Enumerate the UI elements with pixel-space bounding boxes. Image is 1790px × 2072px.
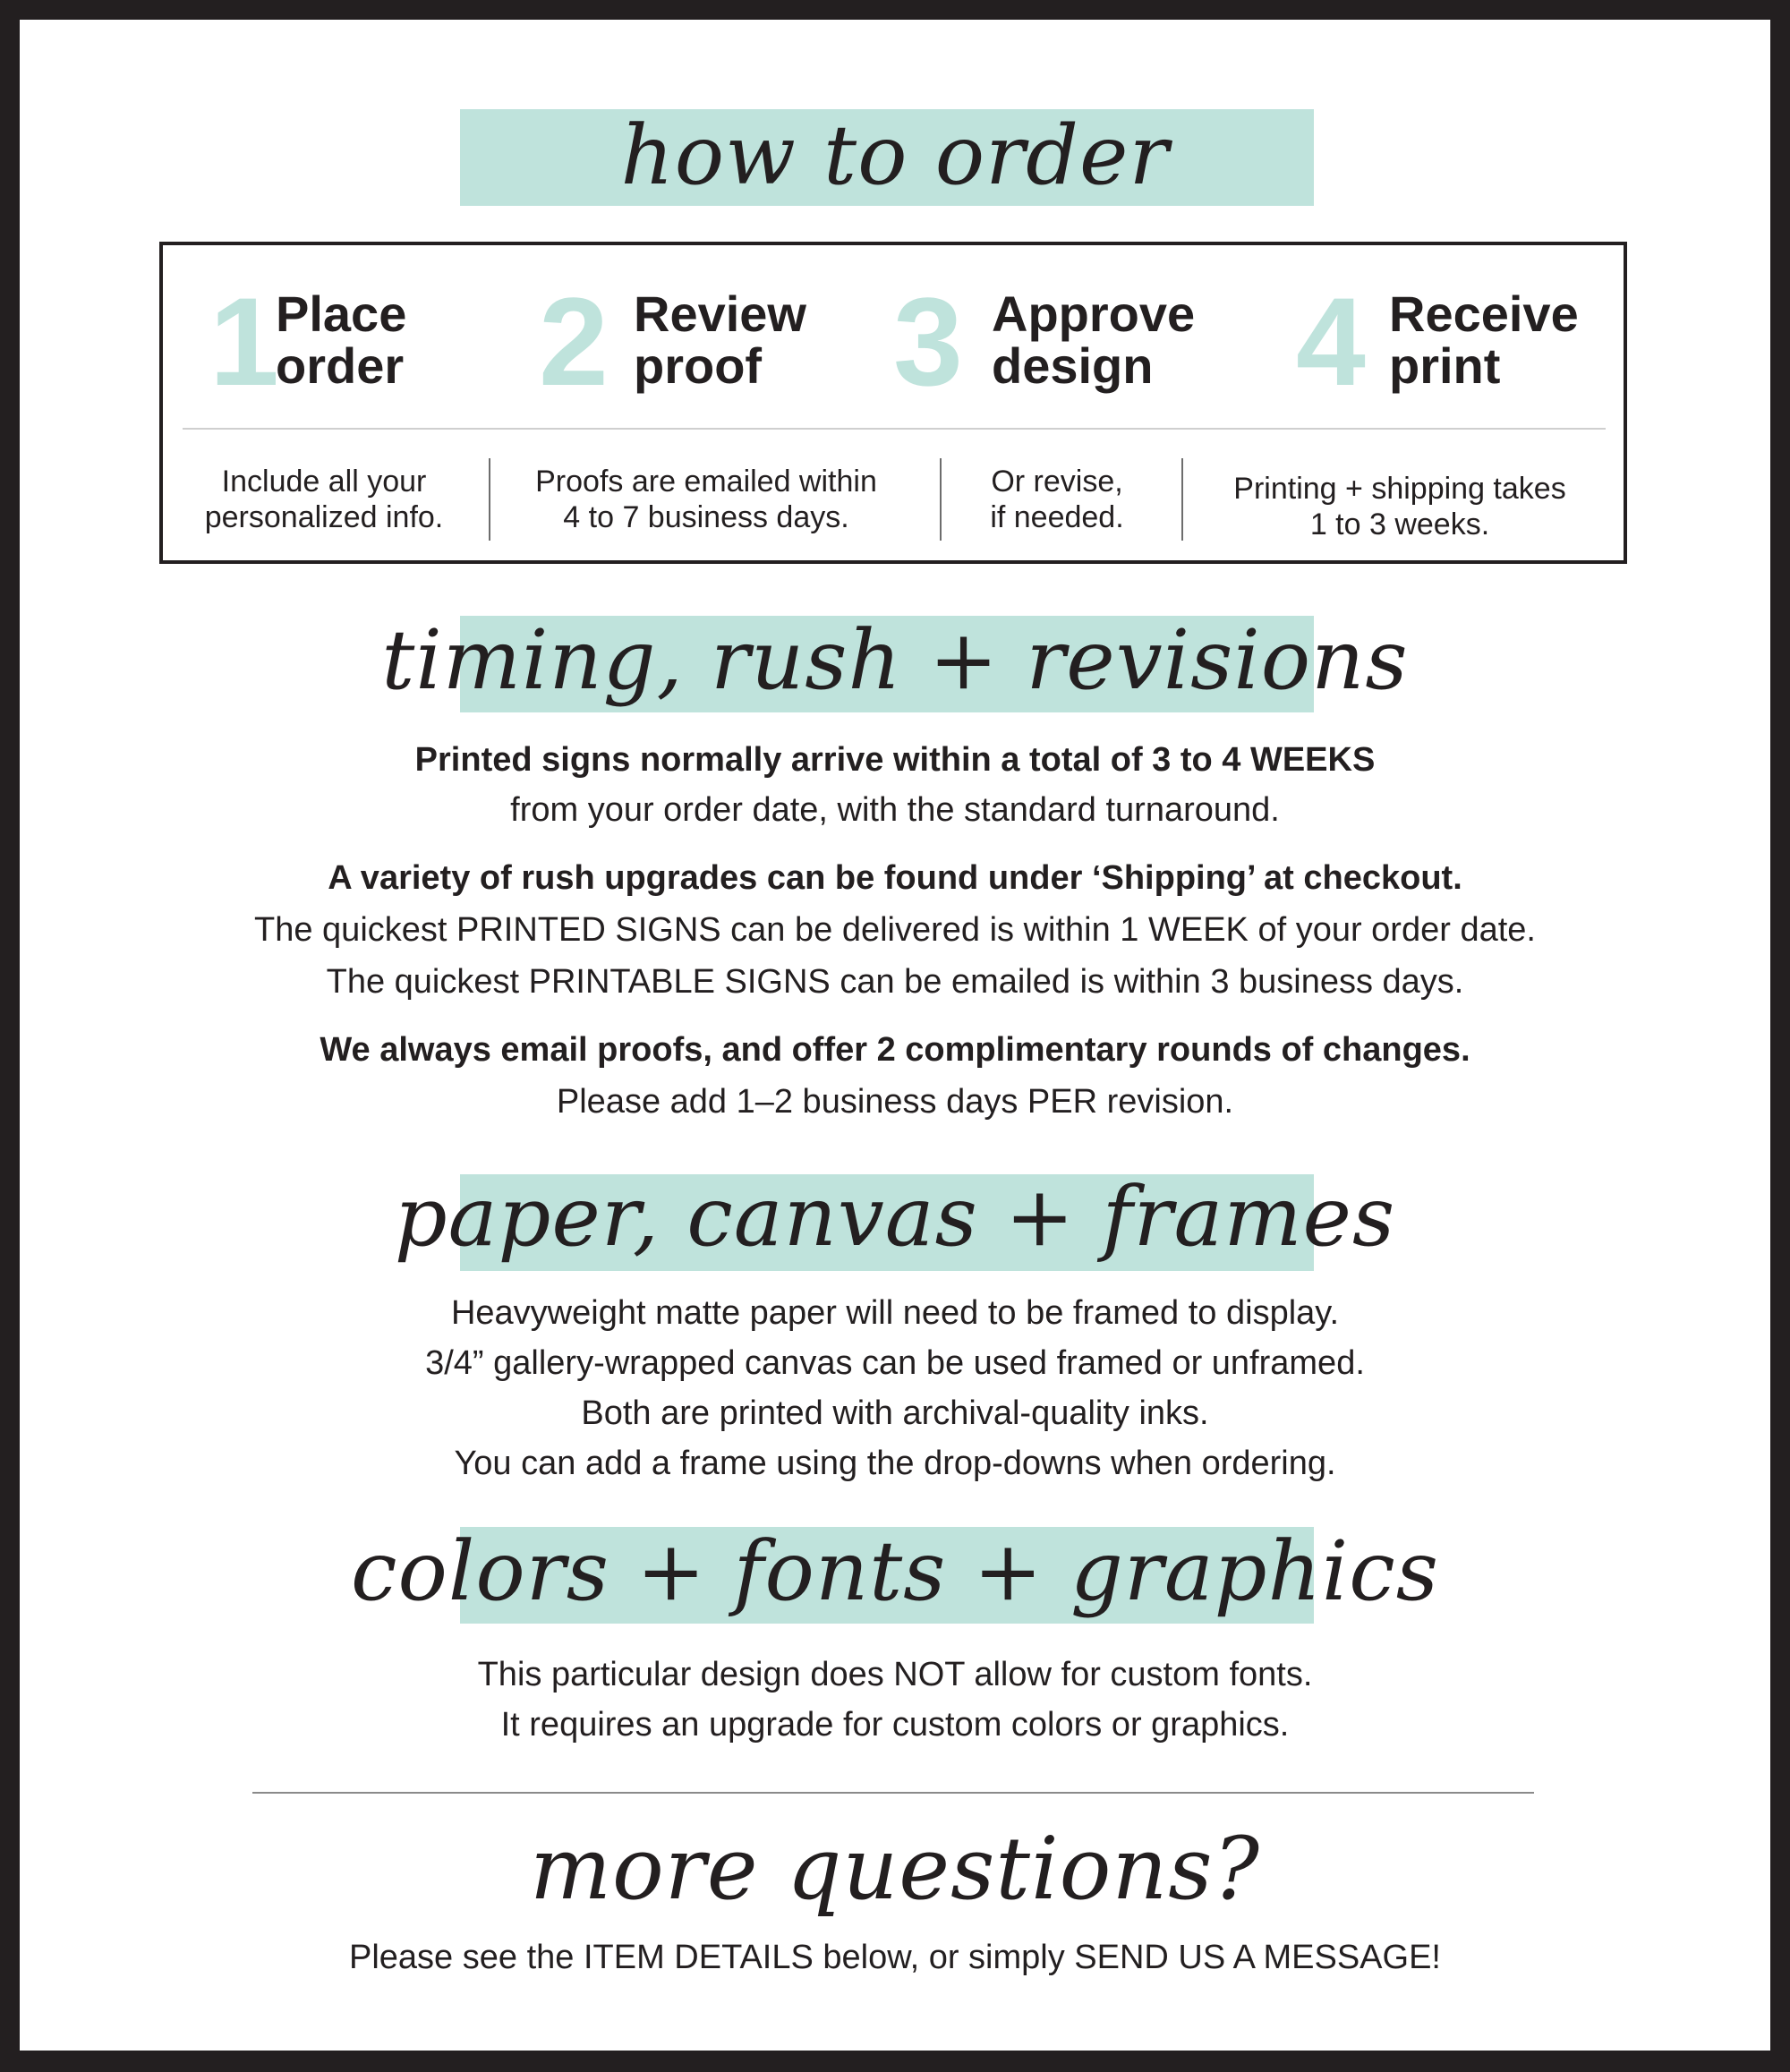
step-2-number: 2 <box>539 271 609 412</box>
steps-box <box>159 242 1627 564</box>
step-1-label-line1: Place <box>276 286 407 342</box>
paper-line: You can add a frame using the drop-downs when ordering. <box>454 1445 1336 1482</box>
step-1-description: Include all your personalized info. <box>204 465 444 534</box>
step-1-number: 1 <box>209 271 279 412</box>
timing-title: timing, rush + revisions <box>381 612 1409 708</box>
paper-title: paper, canvas + frames <box>394 1169 1396 1265</box>
timing-line: Please add 1–2 business days PER revision. <box>556 1083 1234 1121</box>
step-separator <box>1181 458 1183 541</box>
step-4-label-line2: print <box>1389 337 1501 394</box>
step-4-description: Printing + shipping takes 1 to 3 weeks. <box>1233 472 1566 541</box>
timing-line: from your order date, with the standard turnaround. <box>510 791 1280 829</box>
timing-line: We always email proofs, and offer 2 complimentary rounds of changes. <box>320 1031 1470 1069</box>
steps-divider <box>183 428 1606 430</box>
colors-line: This particular design does NOT allow for custom fonts. <box>477 1656 1313 1693</box>
step-separator <box>940 458 942 541</box>
step-2-label-line2: proof <box>634 337 763 394</box>
step-4-number: 4 <box>1296 271 1366 412</box>
timing-line: The quickest PRINTED SIGNS can be delivered is within 1 WEEK of your order date. <box>254 911 1536 949</box>
step-2-label-line1: Review <box>634 286 806 342</box>
step-2-description: Proofs are emailed within 4 to 7 business days. <box>535 465 877 534</box>
step-2-label <box>634 288 806 392</box>
section-divider <box>252 1792 1534 1794</box>
how-to-order-title: how to order <box>620 107 1170 203</box>
step-1-label <box>276 288 406 392</box>
step-4-label <box>1389 288 1579 392</box>
paper-line: 3/4” gallery-wrapped canvas can be used framed or unframed. <box>425 1344 1365 1382</box>
step-3-number: 3 <box>893 271 963 412</box>
colors-line: It requires an upgrade for custom colors or graphics. <box>500 1706 1290 1744</box>
colors-title: colors + fonts + graphics <box>351 1523 1439 1619</box>
step-3-label-line2: design <box>992 337 1154 394</box>
step-separator <box>489 458 490 541</box>
paper-line: Heavyweight matte paper will need to be framed to display. <box>450 1294 1340 1332</box>
paper-line: Both are printed with archival-quality inks. <box>581 1394 1209 1432</box>
questions-text: Please see the ITEM DETAILS below, or simply SEND US A MESSAGE! <box>349 1939 1441 1976</box>
step-3-label-line1: Approve <box>992 286 1196 342</box>
timing-line: Printed signs normally arrive within a total of 3 to 4 WEEKS <box>414 741 1376 779</box>
step-3-description: Or revise, if needed. <box>990 465 1124 534</box>
step-3-label <box>992 288 1195 392</box>
step-4-label-line1: Receive <box>1389 286 1579 342</box>
timing-line: A variety of rush upgrades can be found under ‘Shipping’ at checkout. <box>328 859 1462 897</box>
questions-title: more questions? <box>529 1819 1261 1919</box>
step-1-label-line2: order <box>276 337 405 394</box>
timing-line: The quickest PRINTABLE SIGNS can be emailed is within 3 business days. <box>326 963 1464 1001</box>
